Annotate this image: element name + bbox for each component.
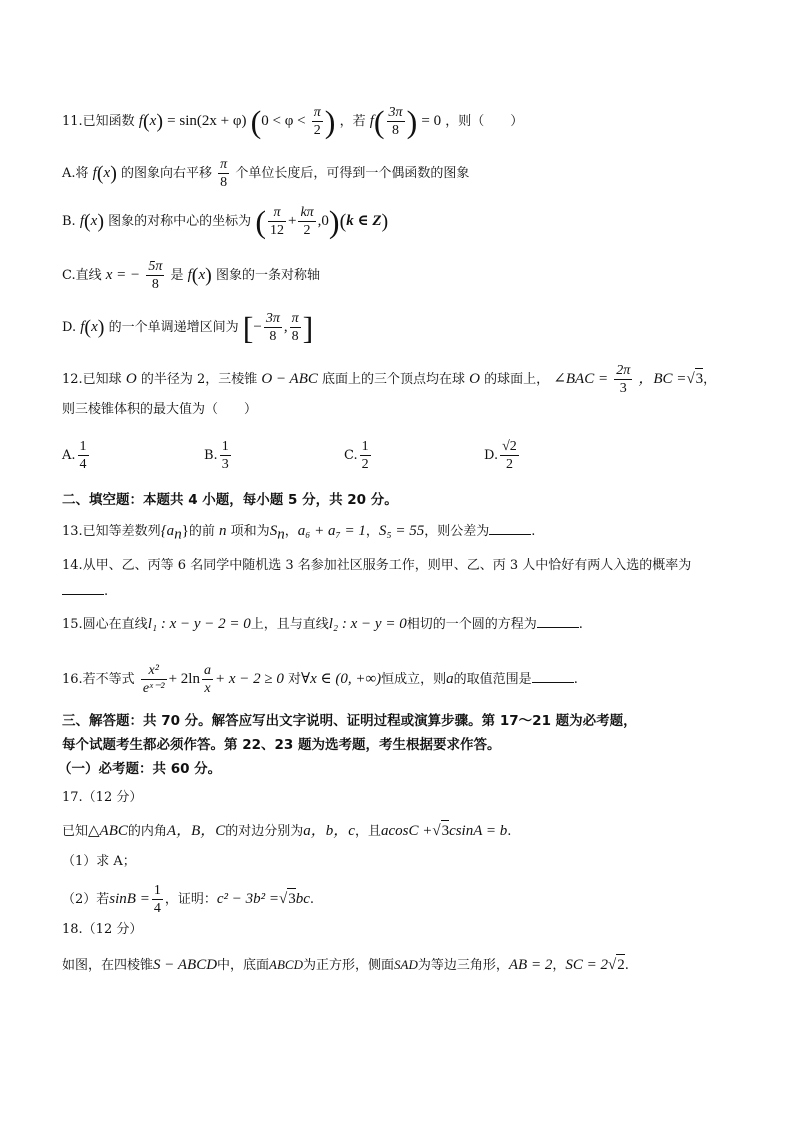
sides: a，b，c	[303, 823, 355, 839]
frac-num: kπ	[300, 205, 314, 220]
sum-sub: n	[277, 526, 285, 543]
q13-text: ，	[365, 524, 379, 539]
face-sad: SAD	[394, 957, 418, 972]
frac-kpi-2	[298, 204, 315, 239]
section-3-heading-line2: 每个试题考生都必须作答。第 22、23 题为选考题，考生根据要求作答。	[62, 737, 501, 753]
q17-part1: （1）求 A；	[62, 854, 136, 869]
line-l2: l₂ : x − y = 0	[328, 616, 407, 632]
frac-den: 3	[221, 457, 229, 472]
q11-stem: 11.已知函数 f(x) = sin(2x + φ) (0 < φ < $\frac{\pi}{2}$ ) ，若 f( $\frac{3\pi}{8}$ ) = 0 ，则（ ）	[62, 103, 524, 140]
answer-blank[interactable]	[489, 522, 531, 535]
frac-num: √2	[502, 439, 517, 454]
q12-stem: 12.已知球 O 的半径为 2，三棱锥 O − ABC 底面上的三个顶点均在球 O 的球面上， ∠BAC = $\frac{2\pi}{3}$ ，BC =√3，	[62, 363, 717, 396]
eq-part: csinA = b	[449, 823, 508, 839]
q15-text: .	[578, 617, 583, 632]
q17-text: .	[507, 824, 512, 839]
q11-if: ，若	[339, 114, 366, 129]
frac-5pi-8	[146, 258, 164, 293]
phi-cond: 0 < φ <	[261, 113, 306, 129]
var-a: a	[446, 671, 454, 687]
q17-part2: （2）若sinB = $\frac{1}{4}$ ，证明：c² − 3b² =√3bc.	[62, 883, 315, 916]
q13-text: 项和为	[230, 524, 270, 539]
q16	[62, 662, 578, 697]
pyramid: S − ABCD	[153, 957, 218, 973]
seq-sub: n	[174, 526, 182, 543]
eq-part: c² − 3b² =	[216, 891, 279, 907]
answer-blank[interactable]	[62, 582, 104, 595]
q17-text: ，证明：	[164, 892, 217, 907]
q12-text: 底面上的三个顶点均在球	[322, 372, 466, 387]
q13-text: .	[531, 524, 536, 539]
q15-text: 上，且与直线	[250, 617, 329, 632]
q12-text: 的半径为 2，三棱锥	[140, 372, 258, 387]
q17-text: （2）若	[62, 892, 110, 907]
frac-num: 3π	[265, 311, 280, 326]
frac-num: π	[291, 311, 299, 326]
section-2-heading: 二、填空题：本题共 4 小题，每小题 5 分，共 20 分。	[62, 492, 398, 508]
opt-text: 的一个单调递增区间为	[108, 320, 239, 335]
q13-text: 13.已知等差数列	[62, 524, 161, 539]
frac-den: 2	[505, 457, 513, 472]
sphere-o: O	[469, 371, 481, 387]
q16-text: 对	[288, 672, 302, 687]
q16-text: .	[573, 672, 578, 687]
frac-den: 8	[220, 175, 228, 190]
q11-option-a: A.将 f(x) 的图象向右平移 $\frac{\pi}{8}$ 个单位长度后，可得到一个偶函数的图象	[62, 157, 470, 190]
q15	[62, 614, 583, 635]
forall-x: ∀x ∈ (0, +∞)	[301, 671, 382, 687]
func-f: f	[80, 319, 85, 335]
q12-option-a	[62, 438, 91, 473]
frac-pi-2	[312, 104, 323, 139]
frac-den: 4	[153, 901, 161, 916]
opt-text: 是	[170, 268, 184, 283]
frac-num: 1	[79, 439, 87, 454]
section-3-subheading: （一）必考题：共 60 分。	[58, 761, 222, 777]
var-x: x	[103, 165, 111, 181]
q12-stem-line2: 则三棱锥体积的最大值为（ ）	[62, 402, 258, 417]
frac-1-4	[152, 882, 163, 917]
q13: 13.已知等差数列$\{a_n\}$的前 n 项和为$S_n$，a₆ + a₇ = 1，S₅ = 55，则公差为 .	[62, 523, 536, 543]
frac-den: 8	[291, 329, 299, 344]
q18-text: ，	[552, 958, 566, 973]
opt-label: B.	[62, 214, 76, 229]
q14-line2	[62, 582, 108, 602]
answer-blank[interactable]	[532, 670, 574, 683]
q12-option-d	[484, 438, 521, 473]
q17-text: 的内角	[127, 824, 167, 839]
q15-text: 15.圆心在直线	[62, 617, 148, 632]
q18-text: 为等边三角形，	[417, 958, 509, 973]
q17-stem: 已知△ABC的内角A，B，C的对边分别为a，b，c，且acosC +√3csinA = b.	[62, 820, 511, 842]
q16-text: 恒成立，则	[381, 672, 447, 687]
func-f: f	[187, 267, 192, 283]
bc: bc	[295, 891, 310, 907]
q18-text: 为正方形，侧面	[303, 958, 395, 973]
eq-zero: = 0	[421, 113, 442, 129]
q18-text: 如图，在四棱锥	[62, 958, 154, 973]
ab-eq: AB = 2	[508, 957, 553, 973]
frac-num: π	[313, 105, 321, 120]
var-x: x	[90, 213, 98, 229]
opt-label: C.直线	[62, 268, 102, 283]
cond2: S₅ = 55	[378, 523, 425, 539]
frac-den: 8	[151, 277, 159, 292]
frac-den: 8	[392, 123, 400, 138]
q17-text: 已知	[62, 824, 89, 839]
frac-a-x	[202, 662, 213, 697]
q11-option-b: B. f(x) 图象的对称中心的坐标为 ( $\frac{\pi}{12}$ + $\frac{k\pi}{2}$ ,0)(k ∈ Z)	[62, 203, 389, 240]
triangle-abc: △ABC	[88, 823, 128, 839]
frac-den: eˣ⁻²	[142, 681, 165, 696]
sc-eq: SC = 2	[565, 957, 608, 973]
eq-part: acosC +	[380, 823, 433, 839]
q11-then: ，则（ ）	[445, 114, 524, 129]
q12-option-b	[204, 438, 233, 473]
coord-tail: ,0	[317, 213, 329, 229]
q11-option-d: D. f(x) 的一个单调递增区间为 [− $\frac{3\pi}{8}$ , $\frac{\pi}{8}$ ]	[62, 309, 314, 346]
frac-num: x²	[141, 662, 167, 680]
func-f: f	[138, 113, 143, 129]
opt-label: D.	[62, 320, 77, 335]
opt-label: A.	[62, 448, 76, 463]
q12-option-c	[344, 438, 373, 473]
ineq-mid: + 2ln	[168, 671, 200, 687]
q17-text: .	[309, 892, 315, 907]
frac-pi-8	[218, 156, 229, 191]
opt-label: B.	[204, 448, 218, 463]
func-def: = sin(2x + φ)	[167, 113, 247, 129]
q15-text: 相切的一个圆的方程为	[406, 617, 537, 632]
base-abcd: ABCD	[269, 957, 303, 972]
q18-text: 中，底面	[217, 958, 270, 973]
frac-den: 2	[303, 223, 311, 238]
var-x: x	[149, 113, 157, 129]
q17-heading: 17.（12 分）	[62, 790, 143, 805]
frac-den: 4	[79, 457, 87, 472]
frac-num: 1	[361, 439, 369, 454]
frac-den: 12	[269, 223, 284, 238]
frac-den: 3	[619, 381, 627, 396]
opt-text: 的图象向右平移	[121, 166, 213, 181]
func-f: f	[92, 165, 97, 181]
sum-s: S	[269, 523, 278, 539]
var-x: x	[198, 267, 206, 283]
q11-option-c: C.直线 x = − $\frac{5\pi}{8}$ 是 f(x) 图象的一条对称轴	[62, 259, 320, 292]
q11-lead: 11.已知函数	[62, 114, 135, 129]
frac-num: 3π	[388, 105, 403, 120]
var-x: x	[91, 319, 98, 335]
q18-text: .	[624, 958, 629, 973]
opt-label: C.	[344, 448, 358, 463]
q14-line1: 14.从甲、乙、丙等 6 名同学中随机选 3 名参加社区服务工作，则甲、乙、丙 3 人中恰好有两人入选的概率为	[62, 558, 692, 573]
frac-den: 8	[269, 329, 277, 344]
frac-3pi-8	[264, 310, 282, 345]
cond1: a₆ + a₇ = 1	[297, 523, 366, 539]
q18-stem: 如图，在四棱锥S − ABCD中，底面ABCD为正方形，侧面SAD为等边三角形，AB = 2，SC = 2√2.	[62, 954, 629, 976]
answer-blank[interactable]	[537, 615, 579, 628]
bc-eq: ，BC =	[638, 371, 687, 387]
opt-text: 图象的对称中心的坐标为	[108, 214, 252, 229]
sinb: sinB =	[109, 891, 150, 907]
section-3-heading: 三、解答题：共 70 分。解答应写出文字说明、证明过程或演算步骤。第 17～21 题为必考题，	[62, 713, 637, 729]
sqrt-2: 2	[616, 954, 625, 975]
frac-num: π	[268, 204, 286, 222]
opt-label: D.	[484, 448, 499, 463]
sphere-o: O	[125, 371, 137, 387]
sqrt-3: 3	[287, 888, 296, 909]
line-eq: x = −	[105, 267, 141, 283]
q12-text: 的球面上，	[484, 372, 550, 387]
q16-text: 16.若不等式	[62, 672, 135, 687]
k-cond: k ∈ Z	[346, 213, 382, 229]
q13-text: ，	[284, 524, 298, 539]
frac-num: 1	[221, 439, 229, 454]
frac-num: 5π	[148, 259, 163, 274]
q14-text: .	[104, 584, 109, 599]
q17-text: ，且	[354, 824, 381, 839]
func-f: f	[369, 113, 374, 129]
opt-text: 图象的一条对称轴	[215, 268, 320, 283]
func-f: f	[79, 213, 84, 229]
frac-den: x	[204, 681, 211, 696]
angle-bac: ∠BAC =	[553, 371, 609, 387]
q18-heading: 18.（12 分）	[62, 922, 143, 937]
frac-num: π	[220, 157, 228, 172]
q13-text: ，则公差为	[424, 524, 490, 539]
line-l1: l₁ : x − y − 2 = 0	[147, 616, 251, 632]
frac-num: 2π	[616, 363, 631, 378]
frac-den: 2	[313, 123, 321, 138]
frac-2pi-3	[614, 362, 632, 397]
frac-num: a	[203, 663, 211, 678]
frac-3pi-8	[387, 104, 405, 139]
ineq-tail: + x − 2 ≥ 0	[214, 671, 284, 687]
frac-pi-12	[268, 204, 286, 239]
q12-text: 12.已知球	[62, 372, 122, 387]
var-n: n	[219, 523, 227, 539]
opt-text: 个单位长度后，可得到一个偶函数的图象	[235, 166, 470, 181]
pyramid: O − ABC	[261, 371, 318, 387]
frac-x2-exp	[141, 662, 167, 697]
frac-pi-8	[290, 310, 301, 345]
sqrt-3: 3	[695, 368, 704, 389]
opt-label: A.将	[62, 166, 89, 181]
frac-num: 1	[153, 883, 161, 898]
sqrt-3: 3	[441, 820, 450, 841]
q16-text: 的取值范围是	[453, 672, 532, 687]
angles: A，B，C	[166, 823, 226, 839]
seq-an: {a	[160, 523, 175, 539]
q17-text: 的对边分别为	[225, 824, 304, 839]
frac-den: 2	[361, 457, 369, 472]
